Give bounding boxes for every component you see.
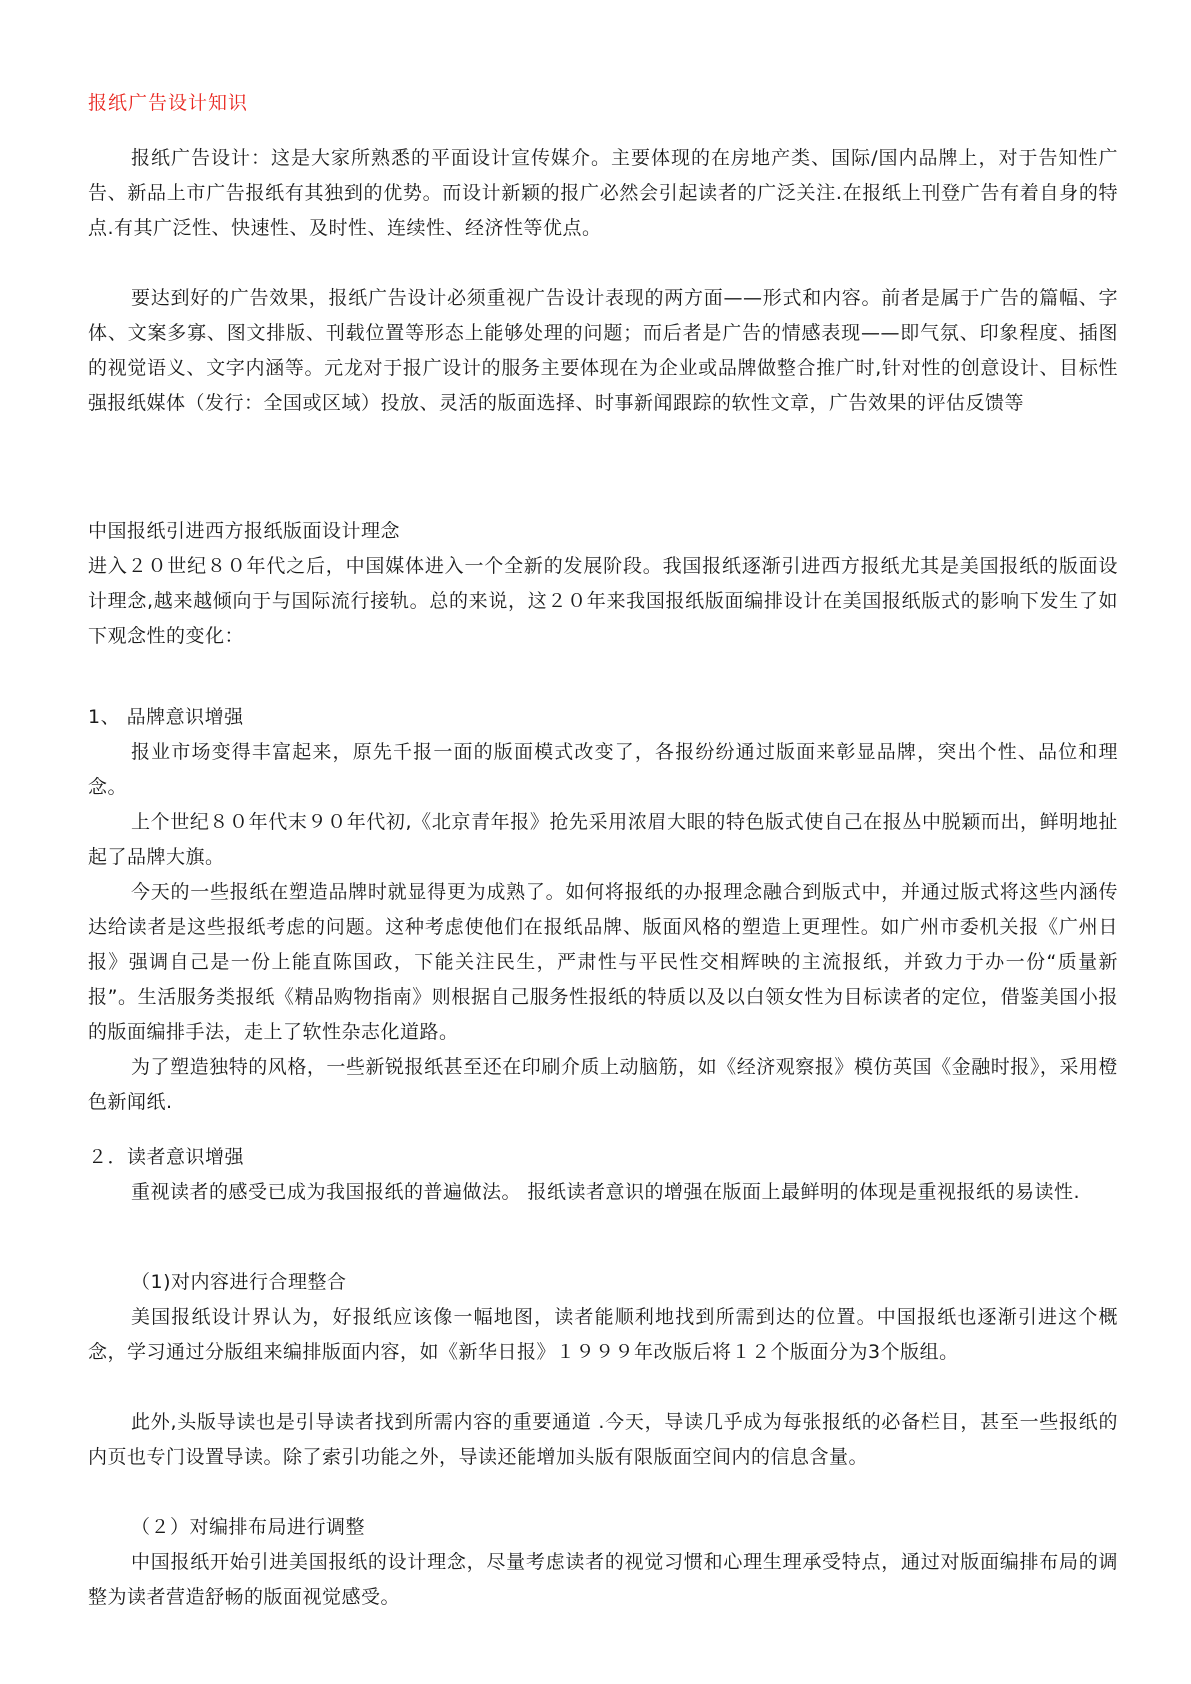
section-1-paragraph-1: 报业市场变得丰富起来，原先千报一面的版面模式改变了，各报纷纷通过版面来彰显品牌，突出个性、品位和理念。: [88, 741, 1118, 798]
section-1-paragraph-4: 为了塑造独特的风格，一些新锐报纸甚至还在印刷介质上动脑筋，如《经济观察报》模仿英国《金融时报》，采用橙色新闻纸.: [88, 1056, 1118, 1113]
section-2-heading: ２．读者意识增强: [88, 1146, 245, 1168]
section-china-body: 进入２０世纪８０年代之后，中国媒体进入一个全新的发展阶段。我国报纸逐渐引进西方报纸尤其是美国报纸的版面设计理念,越来越倾向于与国际流行接轨。总的来说，这２０年来我国报纸版面编排设计在美国报纸版式的影响下发生了如下观念性的变化：: [88, 555, 1118, 647]
section-1-heading: 1、 品牌意识增强: [88, 706, 244, 728]
section-china-heading: 中国报纸引进西方报纸版面设计理念: [88, 520, 401, 542]
section-2-paragraph-1: 重视读者的感受已成为我国报纸的普遍做法。 报纸读者意识的增强在版面上最鲜明的体现是重视报纸的易读性.: [131, 1181, 1081, 1203]
section-1-paragraph-2: 上个世纪８０年代末９０年代初,《北京青年报》抢先采用浓眉大眼的特色版式使自己在报丛中脱颖而出，鲜明地扯起了品牌大旗。: [88, 811, 1118, 868]
section-2-sub-2-heading: （２）对编排布局进行调整: [131, 1516, 366, 1538]
document-title: 报纸广告设计知识: [88, 92, 249, 114]
section-2-sub-1-heading: （1)对内容进行合理整合: [131, 1271, 347, 1293]
section-2-sub-1-paragraph-1: 美国报纸设计界认为，好报纸应该像一幅地图，读者能顺利地找到所需到达的位置。中国报纸也逐渐引进这个概念，学习通过分版组来编排版面内容，如《新华日报》１９９９年改版后将１２个版面分为3个版组。: [88, 1306, 1118, 1363]
section-1-paragraph-3: 今天的一些报纸在塑造品牌时就显得更为成熟了。如何将报纸的办报理念融合到版式中，并通过版式将这些内涵传达给读者是这些报纸考虑的问题。这种考虑使他们在报纸品牌、版面风格的塑造上更理性。如广州市委机关报《广州日报》强调自己是一份上能直陈国政，下能关注民生，严肃性与平民性交相辉映的主流报纸，并致力于办一份“质量新报”。生活服务类报纸《精品购物指南》则根据自己服务性报纸的特质以及以白领女性为目标读者的定位，借鉴美国小报的版面编排手法，走上了软性杂志化道路。: [88, 881, 1118, 1043]
intro-paragraph-1: 报纸广告设计：这是大家所熟悉的平面设计宣传媒介。主要体现的在房地产类、国际/国内品牌上，对于告知性广告、新品上市广告报纸有其独到的优势。而设计新颖的报广必然会引起读者的广泛关注.在报纸上刊登广告有着自身的特点.有其广泛性、快速性、及时性、连续性、经济性等优点。: [88, 147, 1118, 239]
intro-paragraph-2: 要达到好的广告效果，报纸广告设计必须重视广告设计表现的两方面——形式和内容。前者是属于广告的篇幅、字体、文案多寡、图文排版、刊载位置等形态上能够处理的问题；而后者是广告的情感表现——即气氛、印象程度、插图的视觉语义、文字内涵等。元龙对于报广设计的服务主要体现在为企业或品牌做整合推广时,针对性的创意设计、目标性强报纸媒体（发行：全国或区域）投放、灵活的版面选择、时事新闻跟踪的软性文章，广告效果的评估反馈等: [88, 287, 1118, 414]
section-2-sub-1-paragraph-2: 此外,头版导读也是引导读者找到所需内容的重要通道 .今天，导读几乎成为每张报纸的必备栏目，甚至一些报纸的内页也专门设置导读。除了索引功能之外，导读还能增加头版有限版面空间内的信息含量。: [88, 1411, 1118, 1468]
section-2-sub-2-paragraph-1: 中国报纸开始引进美国报纸的设计理念，尽量考虑读者的视觉习惯和心理生理承受特点，通过对版面编排布局的调整为读者营造舒畅的版面视觉感受。: [88, 1551, 1118, 1608]
